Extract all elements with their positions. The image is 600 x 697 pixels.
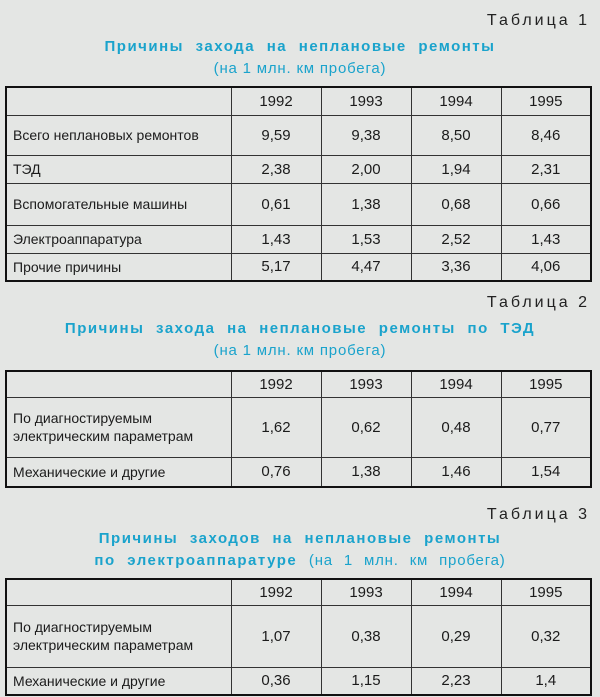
row-label: Электроаппаратура [6,225,231,253]
table-1-year-header: 1995 [501,87,591,115]
table-3-year-header: 1994 [411,579,501,605]
table-1-subtitle: (на 1 млн. км пробега) [213,60,387,77]
table-cell: 0,76 [231,457,321,487]
table-row [6,667,591,695]
table-cell: 2,38 [231,155,321,183]
table-cell: 0,48 [411,397,501,457]
row-label: ТЭД [6,155,231,183]
table-cell: 2,31 [501,155,591,183]
table-row [6,397,591,457]
table-1-header-row [6,87,591,115]
table-cell: 0,77 [501,397,591,457]
table-3-year-header: 1993 [321,579,411,605]
table-cell: 2,52 [411,225,501,253]
row-label: По диагностируемым электрическим параметрам [6,605,231,667]
table-row [6,605,591,667]
table-cell: 0,62 [321,397,411,457]
table-1-label: Таблица 1 [486,12,590,29]
table-3-title-line-2-wrap [0,552,600,569]
table-2-header-row [6,371,591,397]
table-3-title-line-1: Причины заходов на неплановые ремонты [98,530,502,547]
table-cell: 0,36 [231,667,321,695]
table-cell: 1,94 [411,155,501,183]
table-cell: 1,46 [411,457,501,487]
table-2-year-header: 1995 [501,371,591,397]
table-cell: 5,17 [231,253,321,281]
table-2-year-header: 1992 [231,371,321,397]
table-cell: 0,66 [501,183,591,225]
table-3 [5,578,592,696]
table-row [6,225,591,253]
table-2-subtitle: (на 1 млн. км пробега) [213,342,387,359]
table-cell: 1,53 [321,225,411,253]
table-cell: 1,38 [321,183,411,225]
table-cell: 4,06 [501,253,591,281]
table-cell: 0,29 [411,605,501,667]
row-label: Механические и другие [6,667,231,695]
table-cell: 8,50 [411,115,501,155]
table-row [6,183,591,225]
table-3-header-row [6,579,591,605]
table-cell: 9,59 [231,115,321,155]
table-cell: 0,32 [501,605,591,667]
table-1-corner-cell [6,87,231,115]
table-cell: 1,54 [501,457,591,487]
table-3-subtitle: (на 1 млн. км пробега) [308,552,506,569]
table-2-year-header: 1994 [411,371,501,397]
table-1-year-header: 1993 [321,87,411,115]
table-cell: 1,43 [231,225,321,253]
table-cell: 4,47 [321,253,411,281]
table-cell: 1,43 [501,225,591,253]
row-label: Всего неплановых ремонтов [6,115,231,155]
table-2-label: Таблица 2 [486,294,590,311]
table-cell: 1,07 [231,605,321,667]
table-cell: 2,00 [321,155,411,183]
row-label: По диагностируемым электрическим параметрам [6,397,231,457]
table-cell: 0,68 [411,183,501,225]
table-cell: 1,4 [501,667,591,695]
table-cell: 1,38 [321,457,411,487]
table-3-corner-cell [6,579,231,605]
table-cell: 9,38 [321,115,411,155]
table-cell: 1,62 [231,397,321,457]
table-3-title-line-2: по электроаппаратуре [94,552,298,569]
table-cell: 2,23 [411,667,501,695]
table-1-year-header: 1994 [411,87,501,115]
table-cell: 0,38 [321,605,411,667]
table-1-year-header: 1992 [231,87,321,115]
table-row [6,253,591,281]
table-cell: 0,61 [231,183,321,225]
table-cell: 8,46 [501,115,591,155]
table-1 [5,86,592,282]
table-cell: 1,15 [321,667,411,695]
table-row [6,457,591,487]
table-2-year-header: 1993 [321,371,411,397]
table-2 [5,370,592,488]
table-2-corner-cell [6,371,231,397]
row-label: Вспомогательные машины [6,183,231,225]
table-3-label: Таблица 3 [486,506,590,523]
row-label: Прочие причины [6,253,231,281]
table-3-year-header: 1995 [501,579,591,605]
table-1-title: Причины захода на неплановые ремонты [104,38,496,55]
table-row [6,115,591,155]
table-2-title: Причины захода на неплановые ремонты по ТЭД [64,320,536,337]
table-row [6,155,591,183]
table-cell: 3,36 [411,253,501,281]
table-3-year-header: 1992 [231,579,321,605]
row-label: Механические и другие [6,457,231,487]
